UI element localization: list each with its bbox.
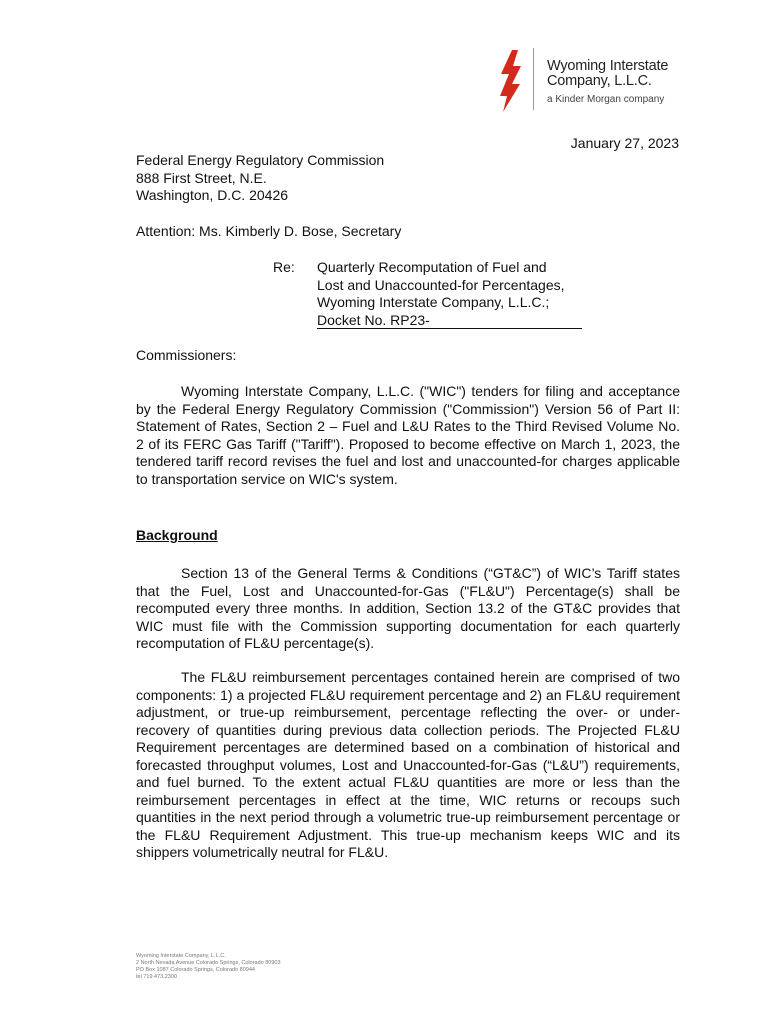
- background-paragraph-2: The FL&U reimbursement percentages contained herein are comprised of two components: 1) a projected FL&U requirement percentage and 2) an FL&U requirement adjustment, or true-up reimbursement, percentage reflecting the over- or under-recovery of quantities during previous data collection periods. The Projected FL&U Requirement percentages are determined based on a combination of historical and forecasted throughput volumes, Lost and Unaccounted-for-Gas (“L&U”) requirements, and fuel burned. To the extent actual FL&U quantities are more or less than the reimbursement percentages in effect at the time, WIC returns or recoups such quantities in the next period through a volumetric true-up reimbursement percentage or the FL&U Requirement Adjustment. This true-up mechanism keeps WIC and its shippers volumetrically neutral for FL&U.: [136, 669, 680, 860]
- logo-tagline: a Kinder Morgan company: [547, 94, 665, 105]
- footer-line2: 2 North Nevada Avenue Colorado Springs, Colorado 80903: [136, 960, 281, 966]
- salutation: Commissioners:: [136, 347, 237, 363]
- recipient-line3: Washington, D.C. 20426: [136, 187, 289, 203]
- docket-number: Docket No. RP23-: [317, 312, 582, 329]
- footer-line4: tel 719.473.2300: [136, 974, 177, 980]
- background-paragraph-1: Section 13 of the General Terms & Conditions (“GT&C”) of WIC’s Tariff states that the Fuel, Lost and Unaccounted-for-Gas ("FL&U") Percentage(s) shall be recomputed every three months. In addition, Section 13.2 of the GT&C provides that WIC must file with the Commission supporting documentation for each quarterly recomputation of FL&U percentage(s).: [136, 565, 680, 651]
- logo-company-line1: Wyoming Interstate: [547, 58, 669, 74]
- letterhead-footer: [136, 953, 281, 981]
- logo-divider: [533, 48, 534, 110]
- re-subject: [317, 259, 582, 329]
- re-line2: Lost and Unaccounted-for Percentages,: [317, 276, 565, 293]
- recipient-line2: 888 First Street, N.E.: [136, 169, 267, 186]
- re-line1: Quarterly Recomputation of Fuel and: [317, 259, 547, 275]
- recipient-line1: Federal Energy Regulatory Commission: [136, 152, 385, 168]
- letter-date: January 27, 2023: [570, 135, 679, 151]
- company-logo-name: [547, 59, 668, 89]
- intro-paragraph: Wyoming Interstate Company, L.L.C. ("WIC") tenders for filing and acceptance by the Federal Energy Regulatory Commission ("Commission") Version 56 of Part II: Statement of Rates, Section 2 – Fuel and L&U Rates to the Third Revised Volume No. 2 of its FERC Gas Tariff ("Tariff"). Proposed to become effective on March 1, 2023, the tendered tariff record revises the fuel and lost and unaccounted-for charges applicable to transportation service on WIC's system.: [136, 383, 680, 487]
- footer-line3: PO Box 1087 Colorado Springs, Colorado 80944: [136, 967, 255, 973]
- re-line3: Wyoming Interstate Company, L.L.C.;: [317, 294, 550, 310]
- background-heading: Background: [136, 527, 218, 543]
- attention-line: Attention: Ms. Kimberly D. Bose, Secretary: [136, 223, 402, 239]
- footer-line1: Wyoming Interstate Company, L.L.C.: [136, 953, 226, 959]
- recipient-address: [136, 152, 384, 205]
- lightning-bolt-logo-icon: [498, 50, 524, 112]
- logo-company-line2: Company, L.L.C.: [547, 73, 652, 89]
- re-label: Re:: [273, 259, 295, 275]
